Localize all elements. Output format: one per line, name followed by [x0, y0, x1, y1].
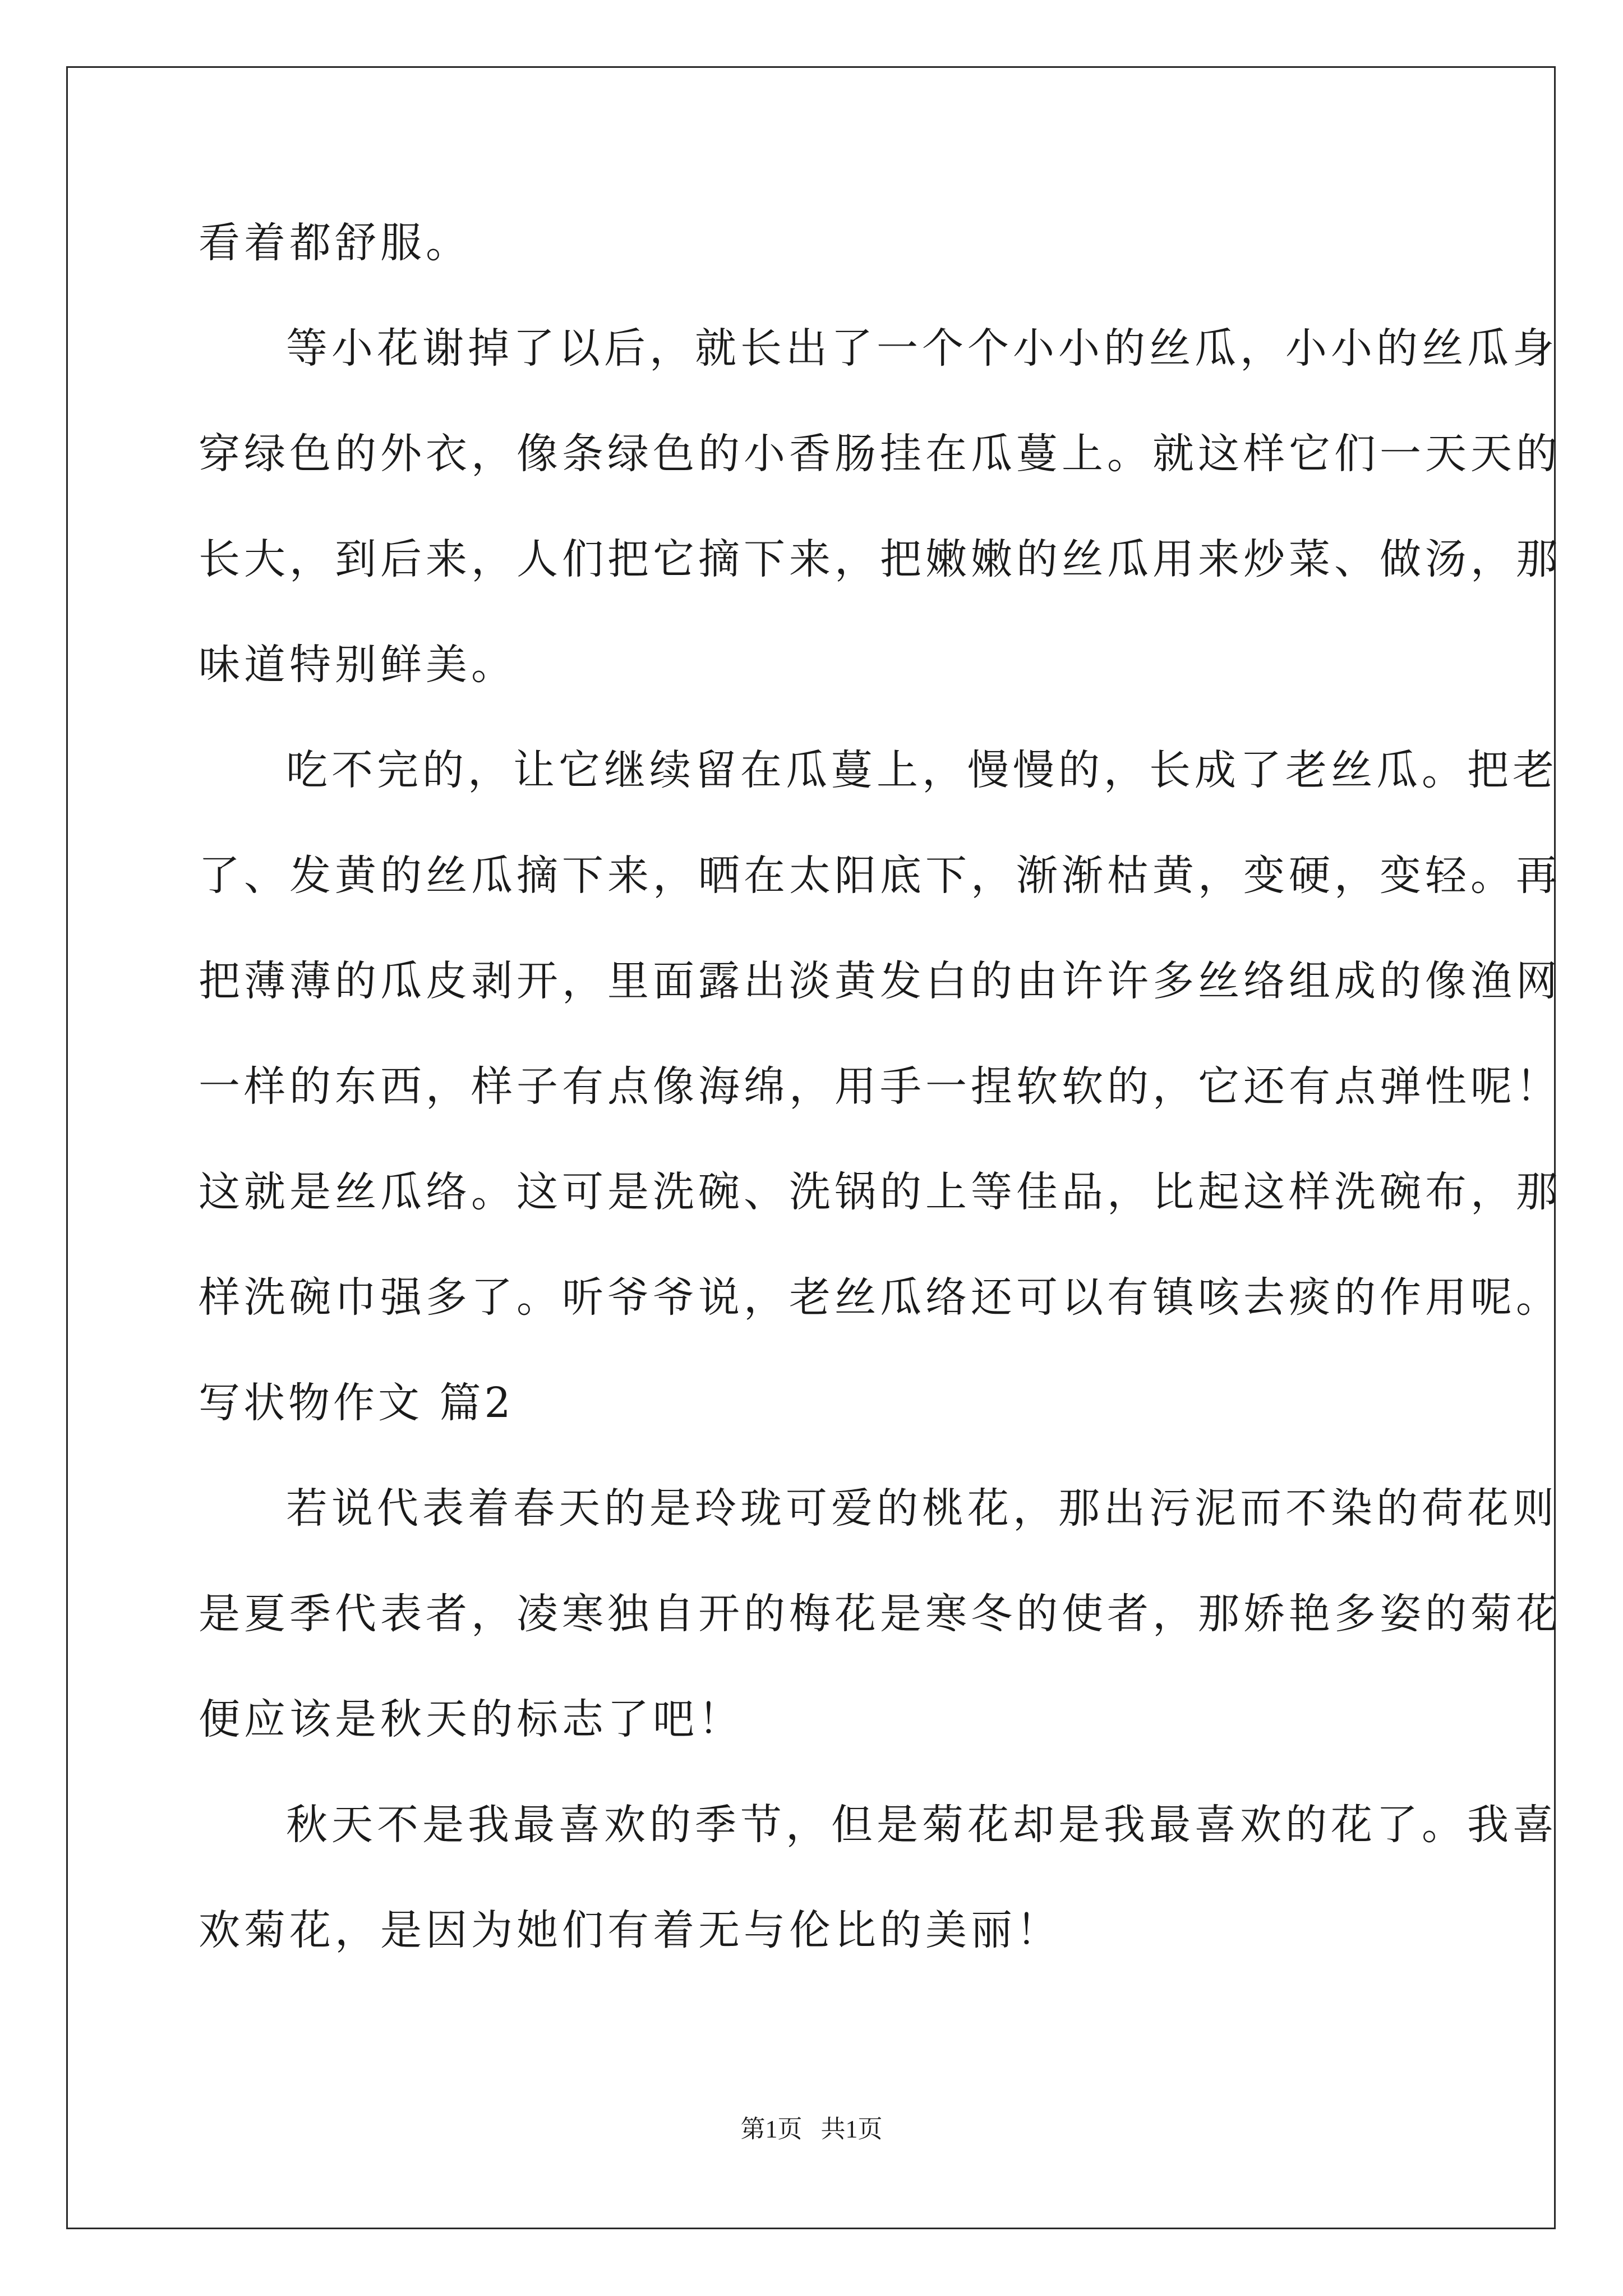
paragraph-line: 便应该是秋天的标志了吧！ [199, 1695, 744, 1743]
page-footer: 第1页 共1页 [740, 2115, 883, 2143]
paragraph-line: 看着都舒服。 [199, 219, 471, 267]
paragraph-line: 等小花谢掉了以后，就长出了一个个小小的丝瓜，小小的丝瓜身 [286, 324, 1558, 372]
paragraph-line: 是夏季代表者，凌寒独自开的梅花是寒冬的使者，那娇艳多姿的菊花 [199, 1590, 1561, 1638]
paragraph-line: 吃不完的，让它继续留在瓜蔓上，慢慢的，长成了老丝瓜。把老 [286, 746, 1558, 794]
paragraph-line: 味道特别鲜美。 [199, 641, 517, 689]
paragraph-line: 了、发黄的丝瓜摘下来，晒在太阳底下，渐渐枯黄，变硬，变轻。再 [199, 852, 1561, 900]
paragraph-line: 长大，到后来，人们把它摘下来，把嫩嫩的丝瓜用来炒菜、做汤，那 [199, 535, 1561, 583]
paragraph-line: 若说代表着春天的是玲珑可爱的桃花，那出污泥而不染的荷花则 [286, 1484, 1558, 1533]
section-heading: 写状物作文 篇2 [199, 1379, 514, 1427]
paragraph-line: 样洗碗巾强多了。听爷爷说，老丝瓜络还可以有镇咳去痰的作用呢。 [199, 1273, 1561, 1322]
paragraph-line: 这就是丝瓜络。这可是洗碗、洗锅的上等佳品，比起这样洗碗布，那 [199, 1168, 1561, 1216]
paragraph-line: 穿绿色的外衣，像条绿色的小香肠挂在瓜蔓上。就这样它们一天天的 [199, 430, 1561, 478]
paragraph-line: 欢菊花，是因为她们有着无与伦比的美丽！ [199, 1906, 1062, 1954]
document-body [199, 212, 1561, 2005]
paragraph-line: 一样的东西，样子有点像海绵，用手一捏软软的，它还有点弹性呢！ [199, 1062, 1561, 1111]
paragraph-line: 秋天不是我最喜欢的季节，但是菊花却是我最喜欢的花了。我喜 [286, 1801, 1558, 1849]
paragraph-line: 把薄薄的瓜皮剥开，里面露出淡黄发白的由许许多丝络组成的像渔网 [199, 957, 1561, 1005]
